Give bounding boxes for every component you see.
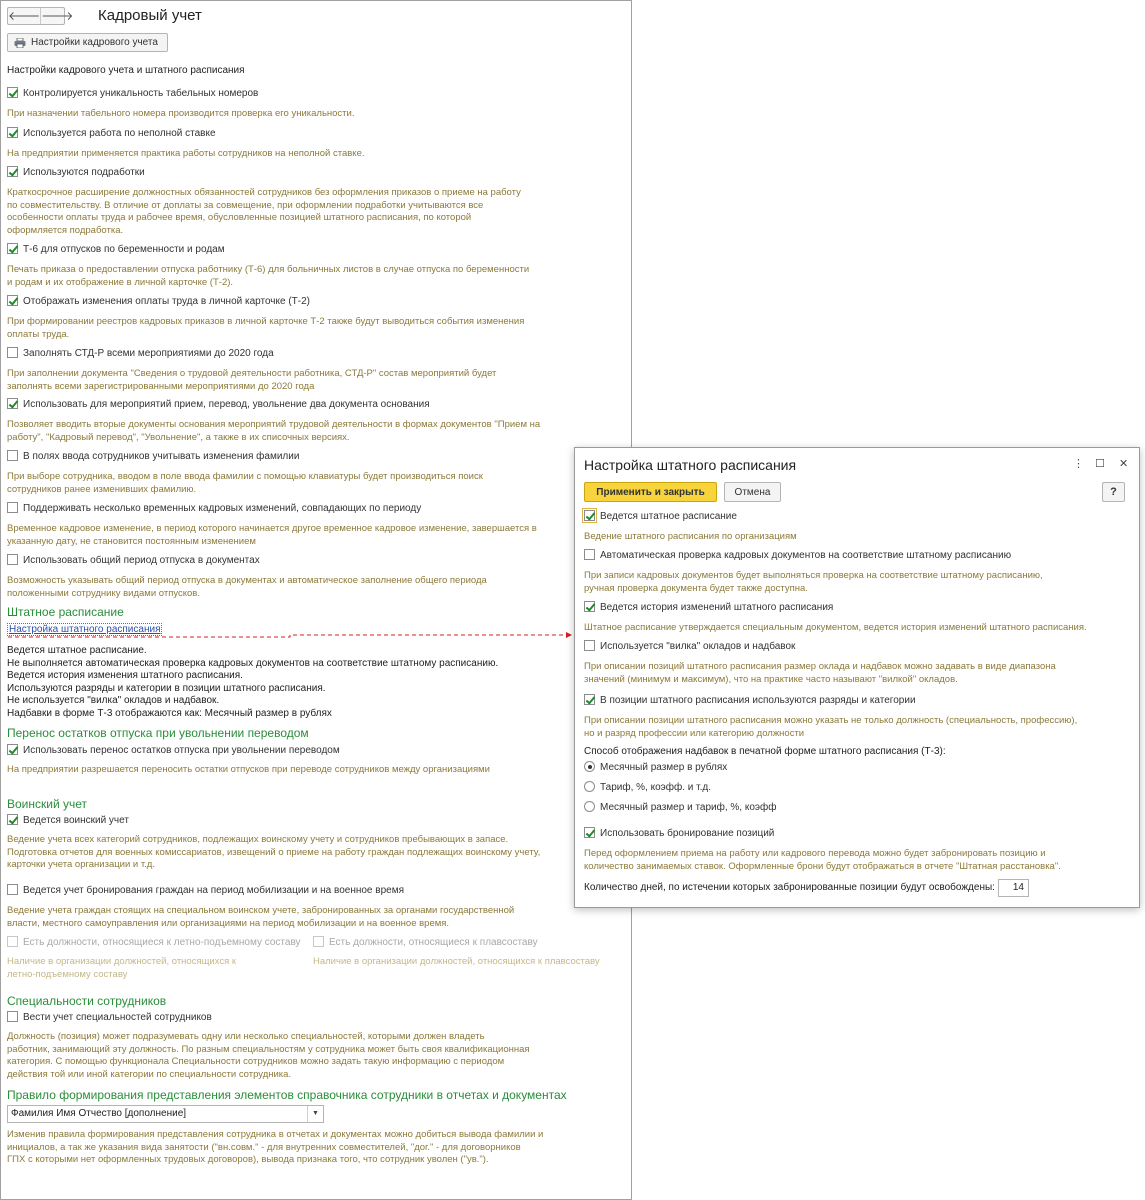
- option-5-label: Заполнять СТД-Р всеми мероприятиями до 2020 года: [23, 348, 274, 359]
- flight-crew-checkbox-row: [7, 936, 301, 948]
- specialties-checkbox-row[interactable]: [7, 1011, 212, 1023]
- option-9-row[interactable]: [7, 554, 260, 566]
- specialties-label: Вести учет специальностей сотрудников: [23, 1012, 212, 1023]
- option-4-hint-1: оплаты труда.: [7, 328, 70, 340]
- hr-settings-button-label: Настройки кадрового учета: [31, 37, 158, 48]
- option-8-hint-0: Временное кадровое изменение, в период которого начинается другое временное кадровое изменение, завершается в: [7, 523, 537, 534]
- reservation-hint-1: Ведение учета граждан стоящих на специальном воинском учете, забронированных за органами государственной: [7, 905, 515, 916]
- option-2-hint-1: по совместительству. В отличие от доплаты за совмещение, при оформлении подработки учитываются все: [7, 199, 484, 211]
- radio-button[interactable]: [584, 801, 595, 812]
- option-3-hint-0: Печать приказа о предоставлении отпуска работнику (Т-6) для больничных листов в случае отпуска по беременности: [7, 264, 530, 275]
- option-9-hint-1: положенными сотруднику видами отпусков.: [7, 587, 200, 599]
- flight-crew-label: Есть должности, относящиеся к летно-подъемному составу: [23, 937, 301, 948]
- naming-rule-value: Фамилия Имя Отчество [дополнение]: [11, 1108, 187, 1119]
- dialog-option-1-checkbox[interactable]: [584, 549, 595, 560]
- dialog-option-2-label: Ведется история изменений штатного расписания: [600, 602, 834, 613]
- nav-buttons: [7, 7, 74, 25]
- option-6-hint-0: Позволяет вводить вторые документы основания мероприятий трудовой деятельности в формах документов "Прием на: [7, 419, 541, 430]
- option-2-hint-3: оформляется подработка.: [7, 224, 124, 236]
- option-0-row[interactable]: [7, 87, 258, 99]
- display-method-header: Способ отображения надбавок в печатной форме штатного расписания (Т-3):: [584, 746, 946, 757]
- dialog-title: Настройка штатного расписания: [584, 457, 797, 473]
- chevron-down-icon[interactable]: ▼: [307, 1106, 323, 1122]
- dialog-option-0-label: Ведется штатное расписание: [600, 511, 737, 522]
- naming-hint-3: ГПХ с которыми нет оформленных трудовых договоров), вывода признака того, что сотрудник уволен ("ув.").: [7, 1154, 489, 1165]
- radio-label: Месячный размер и тариф, %, коэфф: [600, 802, 777, 813]
- ship-crew-label: Есть должности, относящиеся к плавсоставу: [329, 937, 538, 948]
- dialog-option-0-checkbox[interactable]: [584, 510, 595, 521]
- radio-button[interactable]: [584, 761, 595, 772]
- display-method-radio-row[interactable]: [584, 781, 711, 793]
- dialog-option-1-hint-0: При записи кадровых документов будет выполняться проверка на соответствие штатному расписанию,: [584, 570, 1043, 581]
- naming-rule-select[interactable]: [7, 1105, 324, 1123]
- option-5-row[interactable]: [7, 347, 274, 359]
- dialog-option-3-row[interactable]: [584, 640, 795, 652]
- close-icon[interactable]: ✕: [1119, 458, 1129, 470]
- dialog-option-4-label: В позиции штатного расписания используются разряды и категории: [600, 695, 916, 706]
- dialog-option-4-checkbox[interactable]: [584, 694, 595, 705]
- option-0-hint-0: При назначении табельного номера производится проверка его уникальности.: [7, 108, 355, 119]
- option-7-hint-0: При выборе сотрудника, вводом в поле ввода фамилии с помощью клавиатуры будет производиться поиск: [7, 471, 483, 482]
- military-hint-2: Подготовка отчетов для военных комиссариатов, извещений о приеме на работу граждан подлежащих воинскому учету,: [7, 846, 541, 858]
- option-7-hint-1: сотрудников ранее изменивших фамилию.: [7, 483, 197, 495]
- dialog-option-1-label: Автоматическая проверка кадровых документов на соответствие штатному расписанию: [600, 550, 1012, 561]
- reservation-checkbox-row[interactable]: [7, 884, 404, 896]
- option-4-label: Отображать изменения оплаты труда в личной карточке (Т-2): [23, 296, 310, 307]
- staffing-summary-line: Надбавки в форме Т-3 отображаются как: Месячный размер в рублях: [7, 707, 332, 719]
- help-button[interactable]: ?: [1102, 482, 1125, 502]
- staffing-summary-line: Не используется "вилка" окладов и надбавок.: [7, 695, 220, 706]
- military-hint-3: карточки учета организации и т.д.: [7, 859, 155, 870]
- option-4-row[interactable]: [7, 295, 310, 307]
- naming-section-title: Правило формирования представления элементов справочника сотрудники в отчетах и документах: [7, 1088, 567, 1102]
- specialties-checkbox[interactable]: [7, 1011, 18, 1022]
- page-title: Кадровый учет: [98, 7, 202, 24]
- option-4-checkbox[interactable]: [7, 295, 18, 306]
- specialties-hint-1: Должность (позиция) может подразумевать одну или несколько специальностей, которыми должен владеть: [7, 1031, 485, 1042]
- option-1-label: Используется работа по неполной ставке: [23, 128, 216, 139]
- option-1-hint-0: На предприятии применяется практика работы сотрудников на неполной ставке.: [7, 148, 365, 159]
- maximize-icon[interactable]: ☐: [1095, 458, 1105, 470]
- staffing-summary-line: Ведется штатное расписание.: [7, 645, 147, 656]
- option-0-label: Контролируется уникальность табельных номеров: [23, 88, 259, 99]
- option-8-hint-1: указанную дату, не становится постоянным изменением: [7, 535, 256, 547]
- option-6-hint-1: работу", "Кадровый перевод", "Увольнение", а также в их списочных версиях.: [7, 431, 350, 443]
- option-5-hint-1: заполнять всеми зарегистрированными мероприятиями до 2020 года: [7, 380, 315, 392]
- option-3-hint-1: и родам и их отображение в личной карточке (Т-2).: [7, 276, 234, 288]
- naming-hint-2: инициалов, а так же указания вида занятости ("вн.совм." - для внутренних совместителей, "дог." - для договорников: [7, 1141, 521, 1153]
- dialog-option-2-hint-0: Штатное расписание утверждается специальным документом, ведется история изменений штатного расписания.: [584, 622, 1087, 633]
- booking-checkbox-row[interactable]: [584, 827, 774, 839]
- flight-crew-checkbox: [7, 936, 18, 947]
- settings-header: Настройки кадрового учета и штатного расписания: [7, 65, 245, 76]
- release-days-input[interactable]: 14: [998, 879, 1029, 897]
- dialog-option-1-hint-1: ручная проверка документа будет также доступна.: [584, 582, 808, 594]
- military-section-title: Воинский учет: [7, 797, 88, 811]
- option-6-row[interactable]: [7, 398, 430, 410]
- flight-crew-hint-2: летно-подъемному составу: [7, 968, 128, 980]
- option-2-hint-0: Краткосрочное расширение должностных обязанностей сотрудников без оформления приказов о приеме на работу: [7, 187, 521, 198]
- military-hint-1: Ведение учета всех категорий сотрудников, подлежащих воинскому учету и сотрудников пребывающих в запасе.: [7, 834, 509, 845]
- transfer-label: Использовать перенос остатков отпуска при увольнении переводом: [23, 745, 340, 756]
- display-method-radio-row[interactable]: [584, 801, 776, 813]
- hr-settings-button[interactable]: [7, 33, 168, 52]
- dialog-option-4-hint-0: При описании позиции штатного расписания можно указать не только должность (специальность, профессию),: [584, 715, 1078, 726]
- transfer-hint: На предприятии разрешается переносить остатки отпусков при переводе сотрудников между организациями: [7, 764, 490, 775]
- military-label: Ведется воинский учет: [23, 815, 129, 826]
- back-arrow-icon[interactable]: 🡐: [8, 9, 41, 23]
- option-3-checkbox[interactable]: [7, 243, 18, 254]
- dialog-option-4-hint-1: но и разряд профессии или категорию должности: [584, 727, 805, 739]
- staffing-settings-dialog: [574, 447, 1140, 908]
- dialog-option-4-row[interactable]: [584, 694, 916, 706]
- apply-and-close-button[interactable]: Применить и закрыть: [584, 482, 717, 502]
- military-checkbox-row[interactable]: [7, 814, 129, 826]
- dialog-option-3-label: Используется "вилка" окладов и надбавок: [600, 641, 796, 652]
- option-8-row[interactable]: [7, 502, 421, 514]
- option-7-checkbox[interactable]: [7, 450, 18, 461]
- reservation-hint-2: власти, местного самоуправления или организациями на период мобилизации и на военное время.: [7, 917, 450, 929]
- booking-checkbox[interactable]: [584, 827, 595, 838]
- display-method-radio-row[interactable]: [584, 761, 727, 773]
- military-checkbox[interactable]: [7, 814, 18, 825]
- reservation-label: Ведется учет бронирования граждан на период мобилизации и на военное время: [23, 885, 404, 896]
- dialog-option-3-hint-1: значений (минимум и максимум), что на практике часто называют "вилкой" окладов.: [584, 673, 958, 685]
- staffing-section-title: Штатное расписание: [7, 605, 124, 619]
- dialog-option-0-row[interactable]: [584, 510, 737, 522]
- option-0-checkbox[interactable]: [7, 87, 18, 98]
- option-1-checkbox[interactable]: [7, 127, 18, 138]
- option-1-row[interactable]: [7, 127, 216, 139]
- option-9-label: Использовать общий период отпуска в документах: [23, 555, 260, 566]
- forward-arrow-icon[interactable]: 🡒: [41, 9, 74, 23]
- dialog-option-3-checkbox[interactable]: [584, 640, 595, 651]
- naming-hint-1: Изменив правила формирования представления сотрудника в отчетах и документах можно добиться вывода фамилии и: [7, 1129, 544, 1140]
- transfer-section-title: Перенос остатков отпуска при увольнении переводом: [7, 726, 309, 740]
- option-2-checkbox[interactable]: [7, 166, 18, 177]
- option-8-checkbox[interactable]: [7, 502, 18, 513]
- option-4-hint-0: При формировании реестров кадровых приказов в личной карточке Т-2 также будут выводиться события изменения: [7, 316, 525, 327]
- specialties-hint-3: категория. С помощью функционала Специальности сотрудников можно задать такую информацию с периодом: [7, 1056, 505, 1067]
- radio-button[interactable]: [584, 781, 595, 792]
- staffing-summary-line: Используются разряды и категории в позиции штатного расписания.: [7, 682, 326, 694]
- flight-crew-hint-1: Наличие в организации должностей, относящихся к: [7, 956, 237, 967]
- dialog-option-2-checkbox[interactable]: [584, 601, 595, 612]
- radio-label: Тариф, %, коэфф. и т.д.: [600, 782, 711, 793]
- staffing-summary-line: Ведется история изменения штатного расписания.: [7, 670, 243, 681]
- ship-crew-checkbox-row: [313, 936, 538, 948]
- printer-icon: [14, 38, 26, 48]
- option-5-checkbox[interactable]: [7, 347, 18, 358]
- option-2-row[interactable]: [7, 166, 145, 178]
- transfer-checkbox[interactable]: [7, 744, 18, 755]
- booking-hint-2: количество занимаемых ставок. Оформленные брони будут отображаться в отчете "Штатная расстановка".: [584, 860, 1061, 872]
- dialog-option-0-hint-0: Ведение штатного расписания по организациям: [584, 531, 797, 542]
- specialties-hint-4: действия той или иной категории по специальности сотрудника.: [7, 1068, 292, 1080]
- radio-label: Месячный размер в рублях: [600, 762, 728, 773]
- option-7-label: В полях ввода сотрудников учитывать изменения фамилии: [23, 451, 300, 462]
- option-7-row[interactable]: [7, 450, 299, 462]
- ship-crew-checkbox: [313, 936, 324, 947]
- option-3-row[interactable]: [7, 243, 225, 255]
- booking-label: Использовать бронирование позиций: [600, 828, 775, 839]
- option-6-label: Использовать для мероприятий прием, перевод, увольнение два документа основания: [23, 399, 430, 410]
- release-days-label: Количество дней, по истечении которых забронированные позиции будут освобождены:: [584, 882, 995, 893]
- staffing-summary-line: Не выполняется автоматическая проверка кадровых документов на соответствие штатному расписанию.: [7, 657, 499, 669]
- cancel-button[interactable]: Отмена: [724, 482, 781, 502]
- option-9-hint-0: Возможность указывать общий период отпуска в документах и автоматическое заполнение общего периода: [7, 575, 487, 586]
- reservation-checkbox[interactable]: [7, 884, 18, 895]
- specialties-hint-2: работник, занимающий эту должность. По разным специальностям у сотрудника может быть своя квалификационная: [7, 1043, 530, 1055]
- option-6-checkbox[interactable]: [7, 398, 18, 409]
- option-9-checkbox[interactable]: [7, 554, 18, 565]
- ship-crew-hint: Наличие в организации должностей, относящихся к плавсоставу: [313, 956, 600, 967]
- dialog-option-3-hint-0: При описании позиций штатного расписания размер оклада и надбавок можно задавать в виде диапазона: [584, 661, 1056, 672]
- more-icon[interactable]: ⋮: [1073, 458, 1084, 470]
- option-2-label: Используются подработки: [23, 167, 145, 178]
- option-5-hint-0: При заполнении документа "Сведения о трудовой деятельности работника, СТД-Р" состав мероприятий будет: [7, 368, 497, 379]
- transfer-checkbox-row[interactable]: [7, 744, 340, 756]
- booking-hint-1: Перед оформлением приема на работу или кадрового перевода можно будет забронировать позицию и: [584, 848, 1046, 859]
- option-2-hint-2: особенности оплаты труда и рабочее время, обусловленные позицией штатного расписания, по которой: [7, 212, 472, 223]
- staffing-settings-link[interactable]: Настройка штатного расписания: [9, 624, 161, 635]
- dialog-option-1-row[interactable]: [584, 549, 1011, 561]
- dialog-option-2-row[interactable]: [584, 601, 833, 613]
- specialties-section-title: Специальности сотрудников: [7, 994, 167, 1008]
- option-8-label: Поддерживать несколько временных кадровых изменений, совпадающих по периоду: [23, 503, 422, 514]
- option-3-label: Т-6 для отпусков по беременности и родам: [23, 244, 225, 255]
